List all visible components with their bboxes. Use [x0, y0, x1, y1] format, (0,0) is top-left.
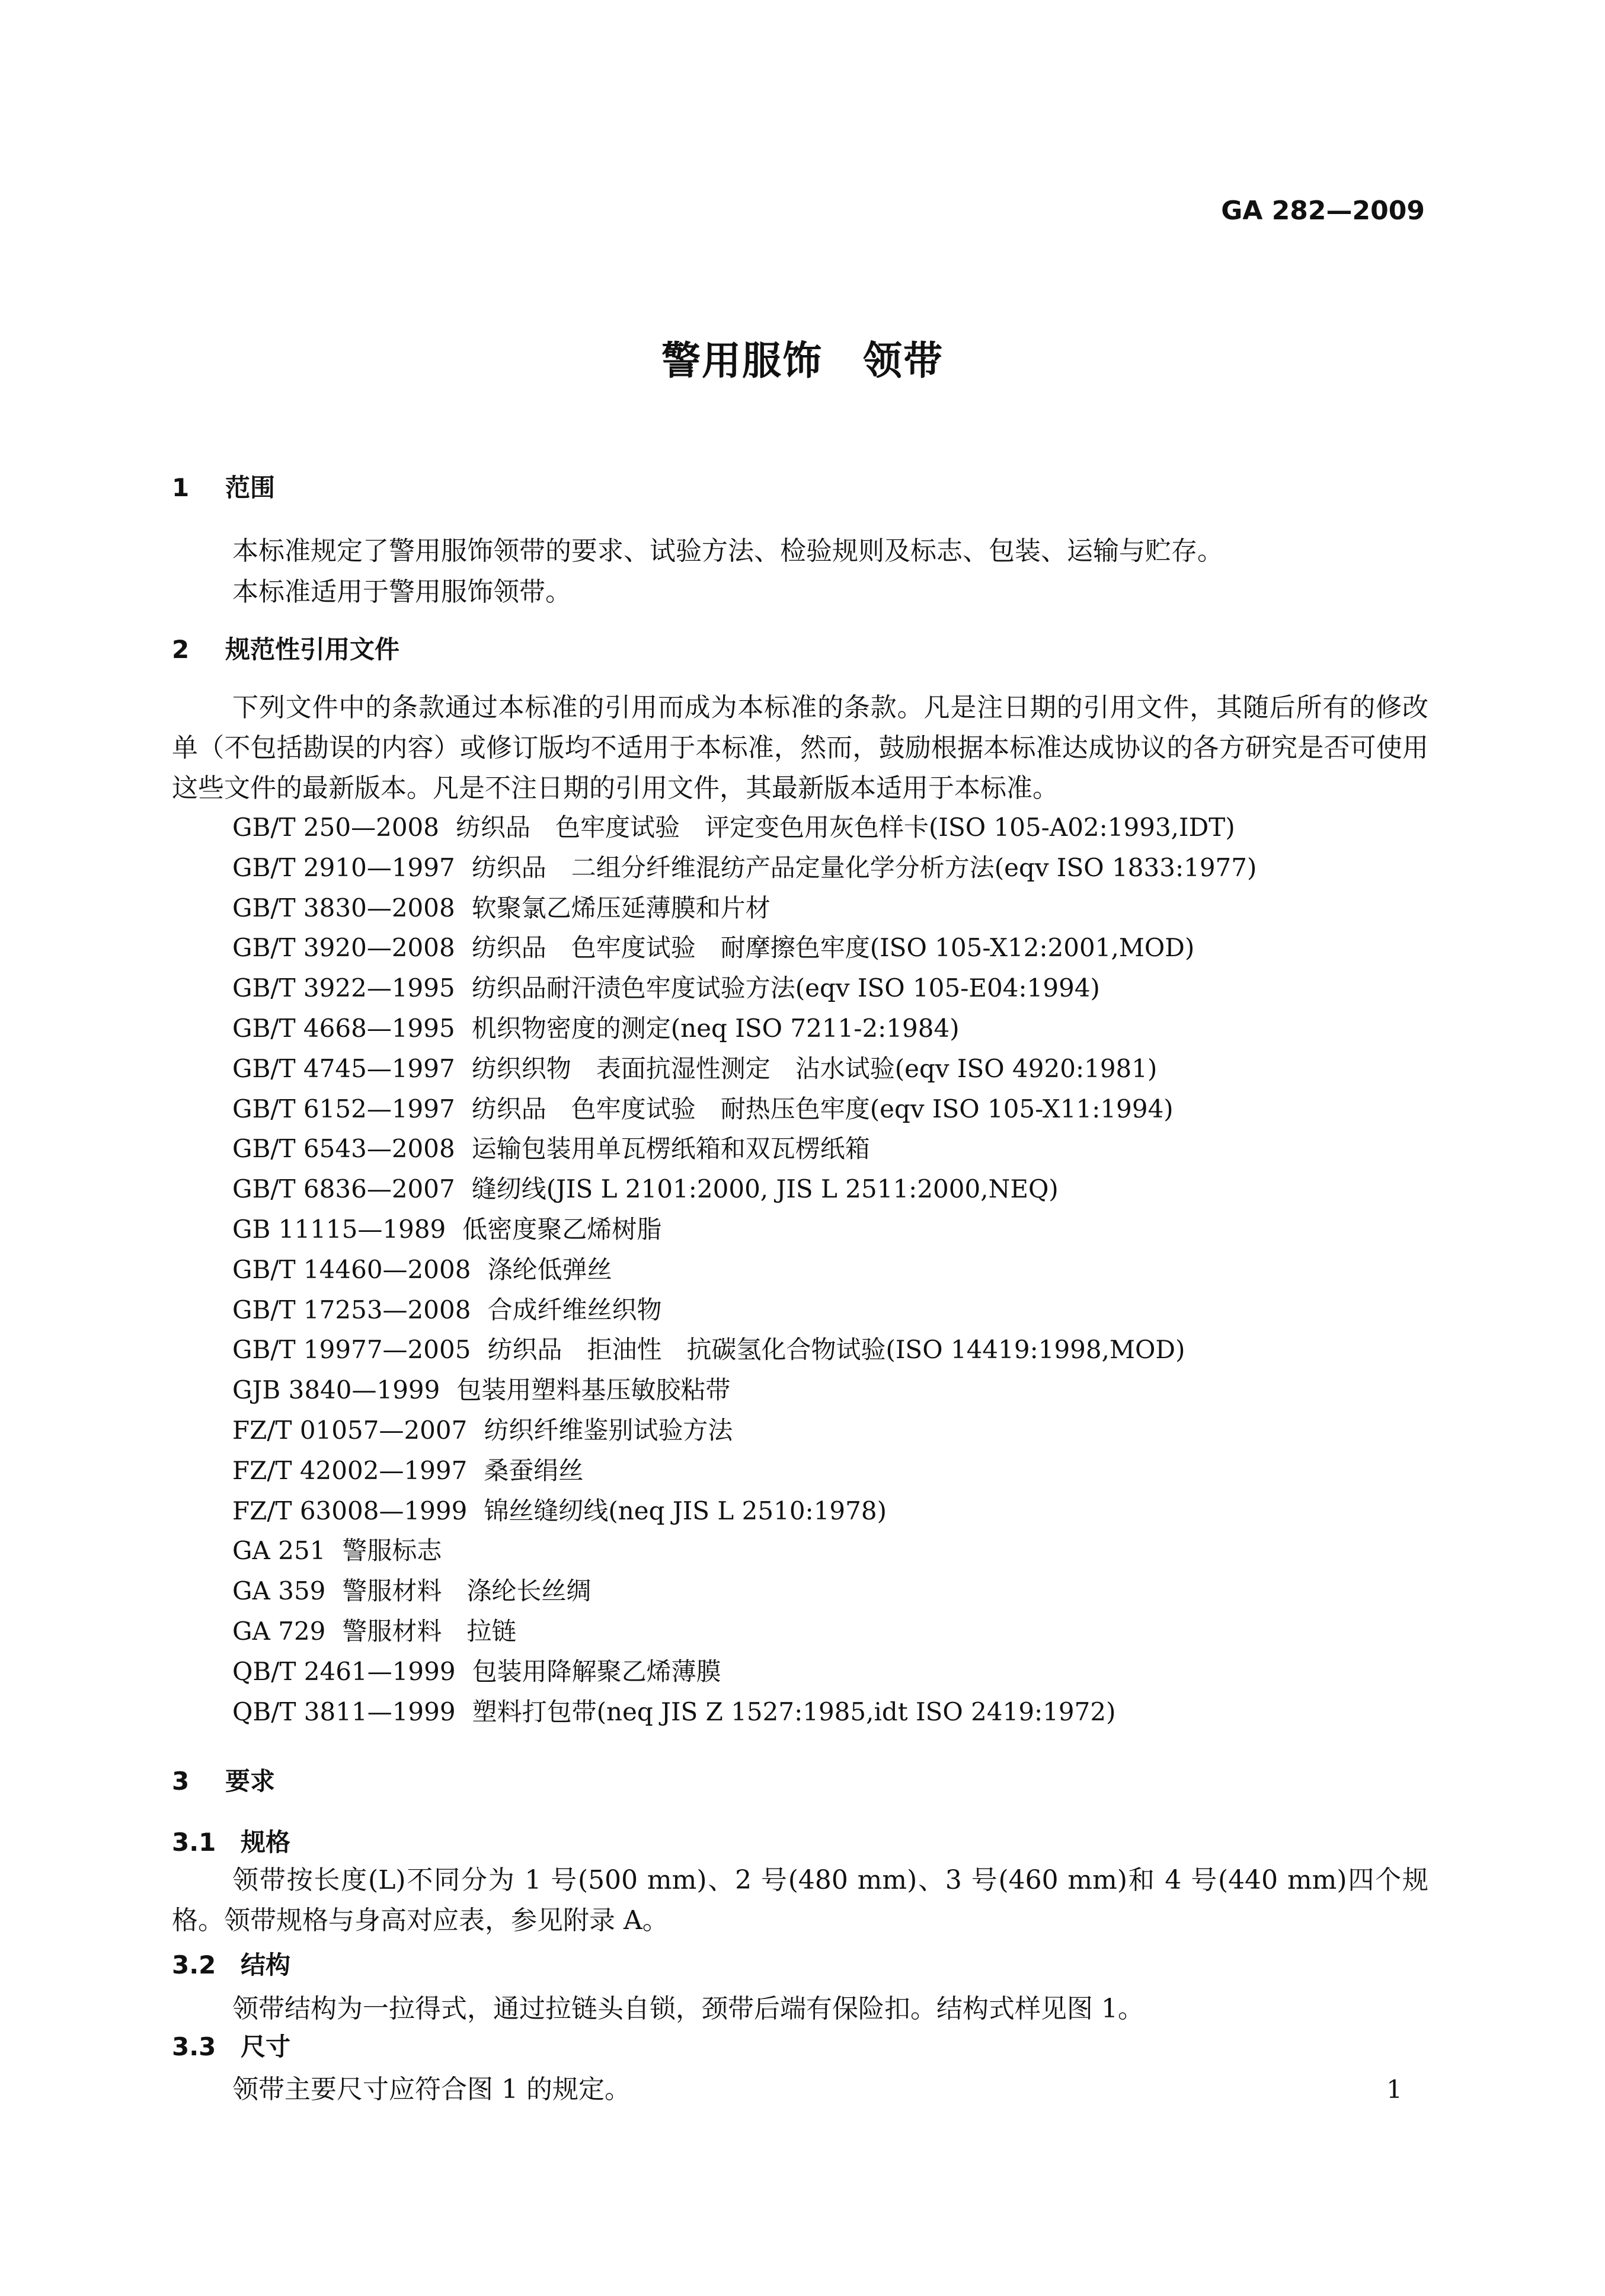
reference-code: GB/T 3920—2008 [232, 933, 455, 963]
normative-references-list [232, 807, 1256, 1732]
reference-item [232, 1049, 1256, 1089]
reference-title: 警服标志 [342, 1536, 442, 1566]
reference-code: GB/T 4668—1995 [232, 1013, 455, 1043]
reference-code: GJB 3840—1999 [232, 1375, 440, 1405]
reference-item [232, 968, 1256, 1008]
reference-item [232, 1209, 1256, 1250]
reference-title: 运输包装用单瓦楞纸箱和双瓦楞纸箱 [471, 1134, 870, 1164]
reference-title: 纺织品 色牢度试验 耐摩擦色牢度(ISO 105-X12:2001,MOD) [471, 933, 1195, 963]
document-title: 警用服饰 领带 [661, 338, 944, 384]
subsection-3-3-heading [172, 2027, 290, 2063]
reference-item [232, 848, 1256, 888]
reference-code: GB/T 6543—2008 [232, 1134, 455, 1164]
reference-code: QB/T 2461—1999 [232, 1656, 456, 1686]
reference-title: 涤纶低弹丝 [487, 1254, 612, 1284]
reference-title: 纺织品耐汗渍色牢度试验方法(eqv ISO 105-E04:1994) [471, 973, 1100, 1003]
reference-title: 合成纤维丝织物 [487, 1295, 662, 1324]
subsection-3-1-text: 领带按长度(L)不同分为 1 号(500 mm)、2 号(480 mm)、3 号(460 mm)和 4 号(440 mm)四个规格。领带规格与身高对应表，参见附录 A。 [172, 1865, 1428, 1936]
reference-code: GB/T 6836—2007 [232, 1174, 455, 1204]
subsection-title: 结构 [241, 1950, 291, 1979]
reference-item [232, 1531, 1256, 1571]
section-title: 规范性引用文件 [225, 635, 400, 664]
reference-title: 警服材料 涤纶长丝绸 [342, 1576, 592, 1606]
reference-code: GB 11115—1989 [232, 1214, 446, 1244]
reference-title: 缝纫线(JIS L 2101:2000, JIS L 2511:2000,NEQ) [471, 1174, 1059, 1204]
subsection-3-1-heading [172, 1823, 290, 1858]
reference-item [232, 1370, 1256, 1410]
subsection-title: 规格 [241, 1828, 291, 1857]
subsection-3-3-text: 领带主要尺寸应符合图 1 的规定。 [232, 2074, 631, 2105]
section-title: 范围 [225, 473, 276, 502]
section-number: 1 [172, 473, 190, 502]
reference-title: 桑蚕绢丝 [484, 1455, 584, 1485]
reference-item [232, 1571, 1256, 1611]
reference-code: GB/T 4745—1997 [232, 1053, 455, 1083]
reference-code: GB/T 250—2008 [232, 813, 439, 842]
section-number: 2 [172, 635, 190, 664]
reference-item [232, 1089, 1256, 1129]
reference-code: FZ/T 42002—1997 [232, 1455, 468, 1485]
section-3-heading [172, 1762, 275, 1797]
reference-title: 纺织品 色牢度试验 耐热压色牢度(eqv ISO 105-X11:1994) [471, 1094, 1174, 1123]
reference-item [232, 1611, 1256, 1652]
subsection-3-2-text: 领带结构为一拉得式，通过拉链头自锁，颈带后端有保险扣。结构式样见图 1。 [232, 1994, 1144, 2024]
section-1-paragraph: 本标准适用于警用服饰领带。 [232, 577, 571, 607]
reference-title: 锦丝缝纫线(neq JIS L 2510:1978) [484, 1496, 887, 1525]
subsection-title: 尺寸 [241, 2032, 291, 2061]
reference-item [232, 1169, 1256, 1209]
reference-item [232, 1491, 1256, 1531]
reference-code: GB/T 3922—1995 [232, 973, 455, 1003]
reference-title: 纺织纤维鉴别试验方法 [484, 1415, 733, 1445]
reference-code: GA 359 [232, 1576, 326, 1606]
reference-item [232, 807, 1256, 848]
subsection-3-2-heading [172, 1946, 290, 1981]
reference-title: 塑料打包带(neq JIS Z 1527:1985,idt ISO 2419:1972) [472, 1697, 1116, 1726]
standard-code: GA 282—2009 [1221, 196, 1425, 226]
reference-title: 警服材料 拉链 [342, 1616, 517, 1646]
section-1-heading [172, 468, 275, 504]
reference-code: GB/T 2910—1997 [232, 852, 455, 882]
reference-code: GB/T 14460—2008 [232, 1254, 471, 1284]
reference-item [232, 928, 1256, 968]
reference-code: GB/T 3830—2008 [232, 893, 455, 922]
reference-item [232, 1008, 1256, 1049]
reference-title: 包装用降解聚乙烯薄膜 [472, 1656, 721, 1686]
reference-item [232, 1410, 1256, 1451]
reference-code: GB/T 6152—1997 [232, 1094, 455, 1123]
reference-item [232, 1652, 1256, 1692]
reference-title: 低密度聚乙烯树脂 [462, 1214, 662, 1244]
reference-item [232, 1250, 1256, 1290]
reference-title: 纺织品 色牢度试验 评定变色用灰色样卡(ISO 105-A02:1993,IDT) [455, 813, 1235, 842]
subsection-number: 3.1 [172, 1828, 216, 1857]
reference-title: 包装用塑料基压敏胶粘带 [456, 1375, 731, 1405]
section-1-paragraph: 本标准规定了警用服饰领带的要求、试验方法、检验规则及标志、包装、运输与贮存。 [232, 536, 1223, 566]
reference-item [232, 1692, 1256, 1732]
reference-item [232, 1129, 1256, 1169]
reference-code: GA 251 [232, 1536, 326, 1566]
reference-title: 纺织品 拒油性 抗碳氢化合物试验(ISO 14419:1998,MOD) [487, 1335, 1185, 1365]
subsection-number: 3.2 [172, 1950, 216, 1979]
page-number: 1 [1386, 2075, 1402, 2104]
section-2-heading [172, 630, 399, 666]
section-title: 要求 [225, 1767, 276, 1796]
reference-code: GA 729 [232, 1616, 326, 1646]
reference-code: GB/T 19977—2005 [232, 1335, 471, 1365]
reference-item [232, 1330, 1256, 1370]
reference-code: FZ/T 01057—2007 [232, 1415, 468, 1445]
reference-title: 机织物密度的测定(neq ISO 7211-2:1984) [471, 1013, 960, 1043]
section-number: 3 [172, 1767, 190, 1796]
reference-item [232, 1290, 1256, 1330]
reference-title: 软聚氯乙烯压延薄膜和片材 [471, 893, 770, 922]
reference-title: 纺织品 二组分纤维混纺产品定量化学分析方法(eqv ISO 1833:1977) [471, 852, 1257, 882]
section-2-intro: 下列文件中的条款通过本标准的引用而成为本标准的条款。凡是注日期的引用文件，其随后所有的修改单（不包括勘误的内容）或修订版均不适用于本标准，然而，鼓励根据本标准达成协议的各方研究是否可使用这些文件的最新版本。凡是不注日期的引用文件，其最新版本适用于本标准。 [172, 692, 1428, 803]
subsection-number: 3.3 [172, 2032, 216, 2061]
reference-code: GB/T 17253—2008 [232, 1295, 471, 1324]
reference-title: 纺织织物 表面抗湿性测定 沾水试验(eqv ISO 4920:1981) [471, 1053, 1158, 1083]
reference-code: FZ/T 63008—1999 [232, 1496, 468, 1525]
reference-item [232, 888, 1256, 928]
reference-code: QB/T 3811—1999 [232, 1697, 456, 1726]
reference-item [232, 1451, 1256, 1491]
